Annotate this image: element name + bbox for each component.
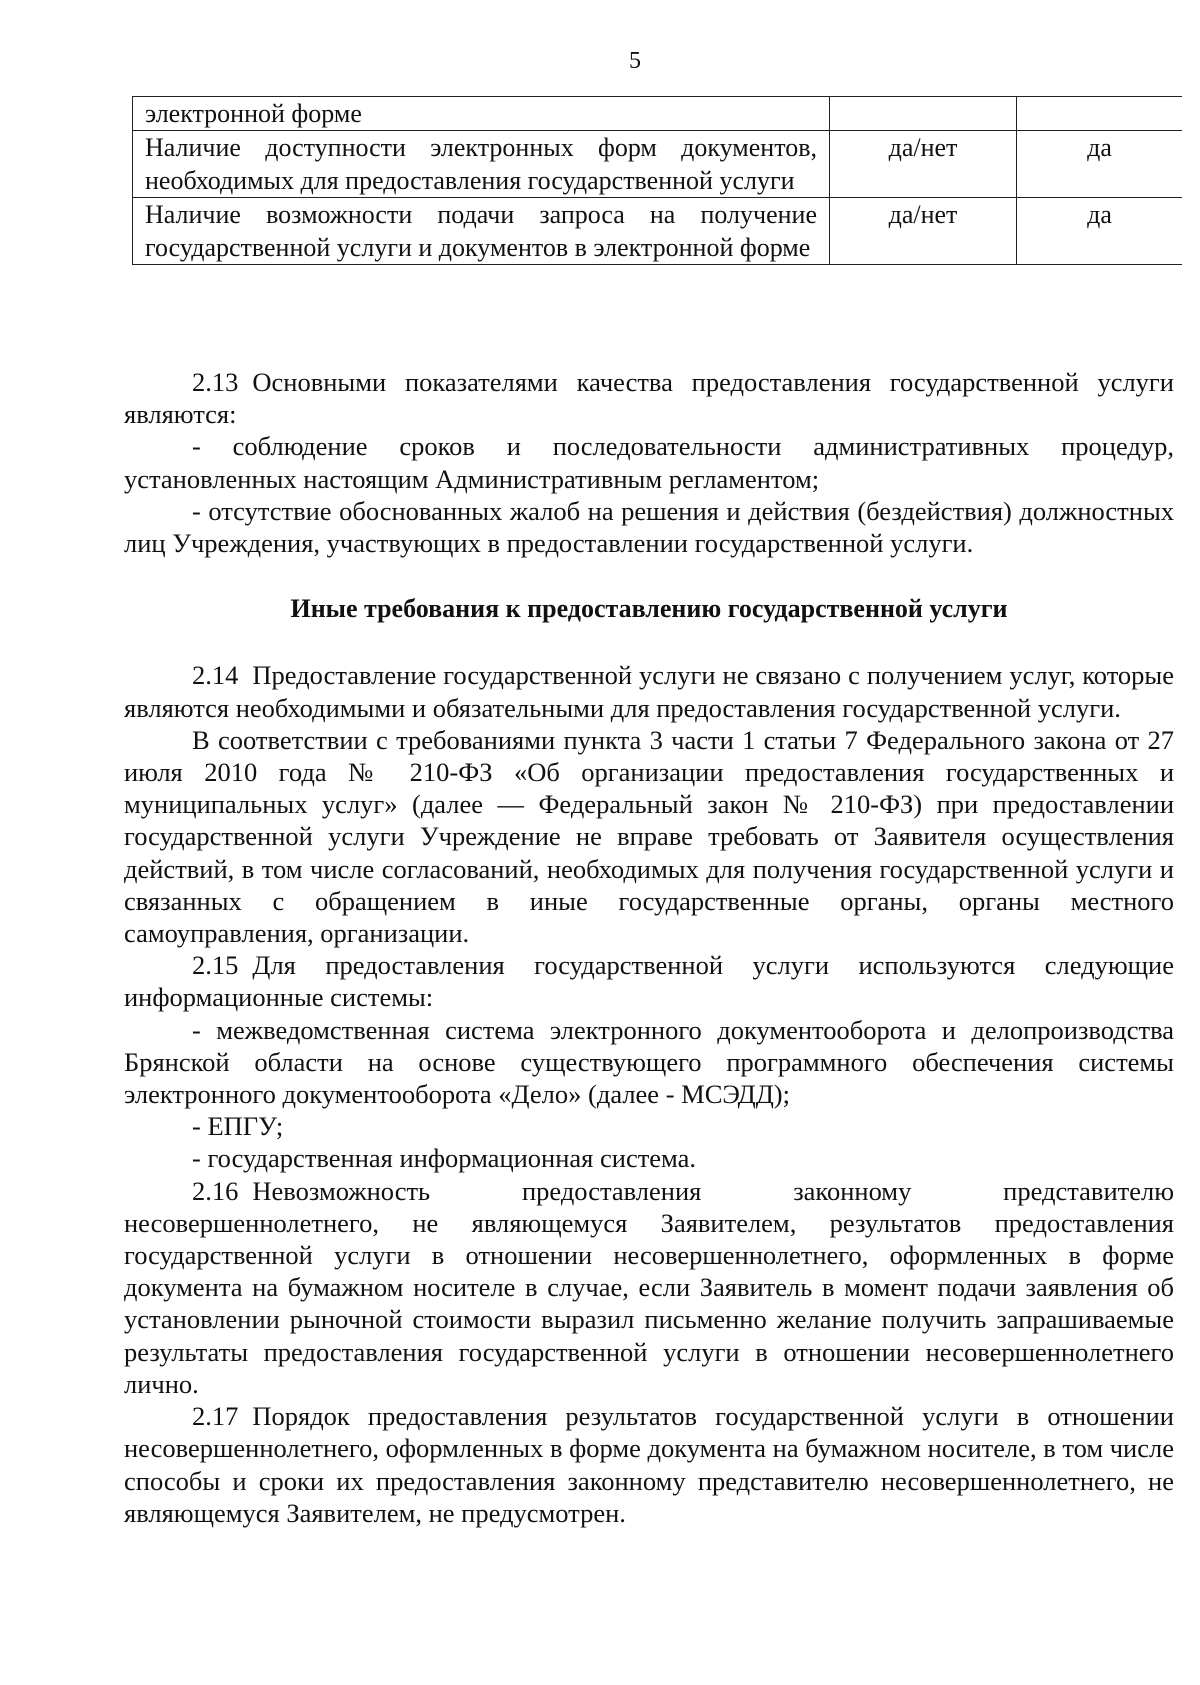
table-row bbox=[133, 131, 1183, 198]
paragraph-2-13-item: - отсутствие обоснованных жалоб на решения и действия (бездействия) должностных лиц Учреждения, участвующих в предоставлении государственной услуги. bbox=[124, 495, 1174, 559]
table-row bbox=[133, 97, 1183, 131]
paragraph-text: Основными показателями качества предоставления государственной услуги являются: bbox=[124, 367, 1174, 430]
table-cell-indicator: Наличие возможности подачи запроса на получение государственной услуги и документов в электронной форме bbox=[133, 198, 830, 265]
table-cell-unit: да/нет bbox=[830, 131, 1017, 198]
paragraph-2-17 bbox=[124, 1400, 1174, 1529]
paragraph-2-15-item: - межведомственная система электронного документооборота и делопроизводства Брянской области на основе существующего программного обеспечения системы электронного документооборота «Дело» (далее - МСЭДД); bbox=[124, 1014, 1174, 1110]
paragraph-2-14 bbox=[124, 659, 1174, 723]
paragraph-number: 2.17 bbox=[192, 1401, 239, 1432]
paragraph-2-15-item: - государственная информационная система. bbox=[192, 1143, 697, 1174]
document-body bbox=[124, 366, 1174, 1529]
paragraph-2-13 bbox=[124, 366, 1174, 430]
indicators-table bbox=[132, 96, 1182, 265]
table-cell-indicator: электронной форме bbox=[133, 97, 830, 131]
paragraph-number: 2.14 bbox=[192, 660, 239, 691]
paragraph-2-15 bbox=[124, 949, 1174, 1013]
table-cell-value bbox=[1017, 97, 1183, 131]
paragraph-text: Предоставление государственной услуги не связано с получением услуг, которые являются необходимыми и обязательными для предоставления государственной услуги. bbox=[124, 660, 1174, 723]
table-cell-unit bbox=[830, 97, 1017, 131]
paragraph-text: Порядок предоставления результатов государственной услуги в отношении несовершеннолетнего, оформленных в форме документа на бумажном носителе, в том числе способы и сроки их предоставления законному представителю несовершеннолетнего, не являющемуся Заявителем, не предусмотрен. bbox=[124, 1401, 1174, 1528]
paragraph-2-16 bbox=[124, 1175, 1174, 1400]
table-row bbox=[133, 198, 1183, 265]
paragraph-number: 2.13 bbox=[192, 367, 239, 397]
paragraph-text: Для предоставления государственной услуги используются следующие информационные системы: bbox=[124, 950, 1174, 1013]
paragraph-2-13-item: - соблюдение сроков и последовательности административных процедур, установленных настоящим Административным регламентом; bbox=[124, 431, 1174, 494]
page-number: 5 bbox=[629, 48, 641, 74]
paragraph-2-15-item: - ЕПГУ; bbox=[192, 1111, 284, 1142]
paragraph-number: 2.16 bbox=[192, 1175, 239, 1206]
paragraph-number: 2.15 bbox=[192, 950, 239, 981]
paragraph-2-14-continuation: В соответствии с требованиями пункта 3 части 1 статьи 7 Федерального закона от 27 июля 2010 года № 210-ФЗ «Об организации предоставления государственных и муниципальных услуг» (далее — Федеральный закон № 210-ФЗ) при предоставлении государственной услуги Учреждение не вправе требовать от Заявителя осуществления действий, в том числе согласований, необходимых для получения государственной услуги и связанных с обращением в иные государственные органы, органы местного самоуправления, организации. bbox=[124, 724, 1174, 949]
paragraph-text: Невозможность предоставления законному представителю несовершеннолетнего, не являющемуся Заявителем, результатов предоставления государственной услуги в отношении несовершеннолетнего, оформленных в форме документа на бумажном носителе в случае, если Заявитель в момент подачи заявления об установлении рыночной стоимости выразил письменно желание получить запрашиваемые результаты предоставления государственной услуги в отношении несовершеннолетнего лично. bbox=[124, 1175, 1174, 1399]
section-heading: Иные требования к предоставлению государственной услуги bbox=[290, 594, 1008, 624]
table-cell-value: да bbox=[1017, 131, 1183, 198]
table-cell-unit: да/нет bbox=[830, 198, 1017, 265]
table-cell-value: да bbox=[1017, 198, 1183, 265]
table-cell-indicator: Наличие доступности электронных форм документов, необходимых для предоставления государственной услуги bbox=[133, 131, 830, 198]
